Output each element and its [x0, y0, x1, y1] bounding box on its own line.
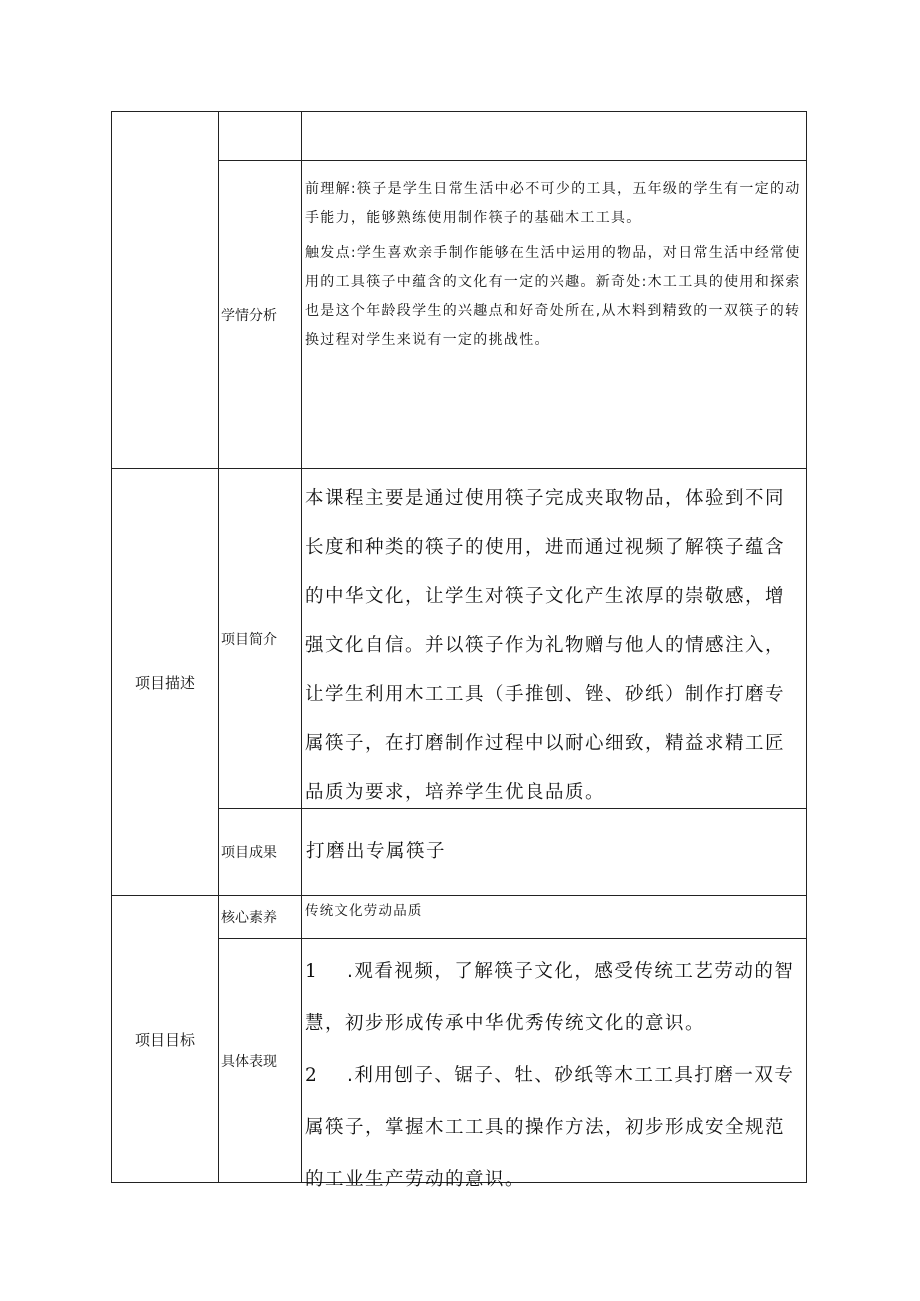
- goal-item-2: [305, 1050, 804, 1206]
- project-intro-text: 本课程主要是通过使用筷子完成夹取物品，体验到不同长度和种类的筷子的使用，进而通过视频了解筷子蕴含的中华文化，让学生对筷子文化产生浓厚的崇敬感，增强文化自信。并以筷子作为礼物赠与他人的情感注入，让学生利用木工工具（手推刨、锉、砂纸）制作打磨专属筷子，在打磨制作过程中以耐心细致，精益求精工匠品质为要求，培养学生优良品质。: [305, 488, 786, 803]
- project-result-text: 打磨出专属筷子: [306, 841, 447, 862]
- empty-label-cell: [219, 112, 301, 160]
- core-literacy-text: 传统文化劳动品质: [305, 903, 423, 919]
- goal-item-text: .利用刨子、锯子、牡、砂纸等木工工具打磨一双专属筷子，掌握木工工具的操作方法，初步形成安全规范的工业生产劳动的意识。: [305, 1065, 795, 1190]
- table-border-right: [806, 111, 807, 1183]
- goal-item-text: .观看视频，了解筷子文化，感受传统工艺劳动的智慧，初步形成传承中华优秀传统文化的意识。: [305, 961, 795, 1034]
- project-description-label: 项目描述: [134, 673, 195, 692]
- goal-item-number: 2: [305, 1065, 319, 1086]
- student-analysis-paragraph-1: 前理解:筷子是学生日常生活中必不可少的工具，五年级的学生有一定的动手能力，能够熟练使用制作筷子的基础木工工具。: [305, 181, 801, 226]
- goal-item-1: [305, 946, 804, 1050]
- goal-item-number: 1: [305, 961, 319, 982]
- project-goals-label: 项目目标: [134, 1030, 195, 1049]
- row-divider: [218, 938, 807, 939]
- student-analysis-label: 学情分析: [221, 307, 277, 324]
- project-intro-label: 项目简介: [221, 631, 277, 648]
- student-analysis-paragraph-2: 触发点:学生喜欢亲手制作能够在生活中运用的物品，对日常生活中经常使用的工具筷子中蕴含的文化有一定的兴趣。新奇处:木工工具的使用和探索也是这个年龄段学生的兴趣点和好奇处所在,从木料到精致的一双筷子的转换过程对学生来说有一定的挑战性。: [305, 245, 801, 348]
- student-analysis-content: [302, 161, 806, 468]
- specific-performance-label: 具体表现: [221, 1053, 277, 1070]
- specific-performance-list: [302, 946, 806, 1190]
- empty-content-cell: [302, 112, 806, 160]
- project-result-label: 项目成果: [221, 845, 277, 861]
- core-literacy-label: 核心素养: [221, 910, 277, 926]
